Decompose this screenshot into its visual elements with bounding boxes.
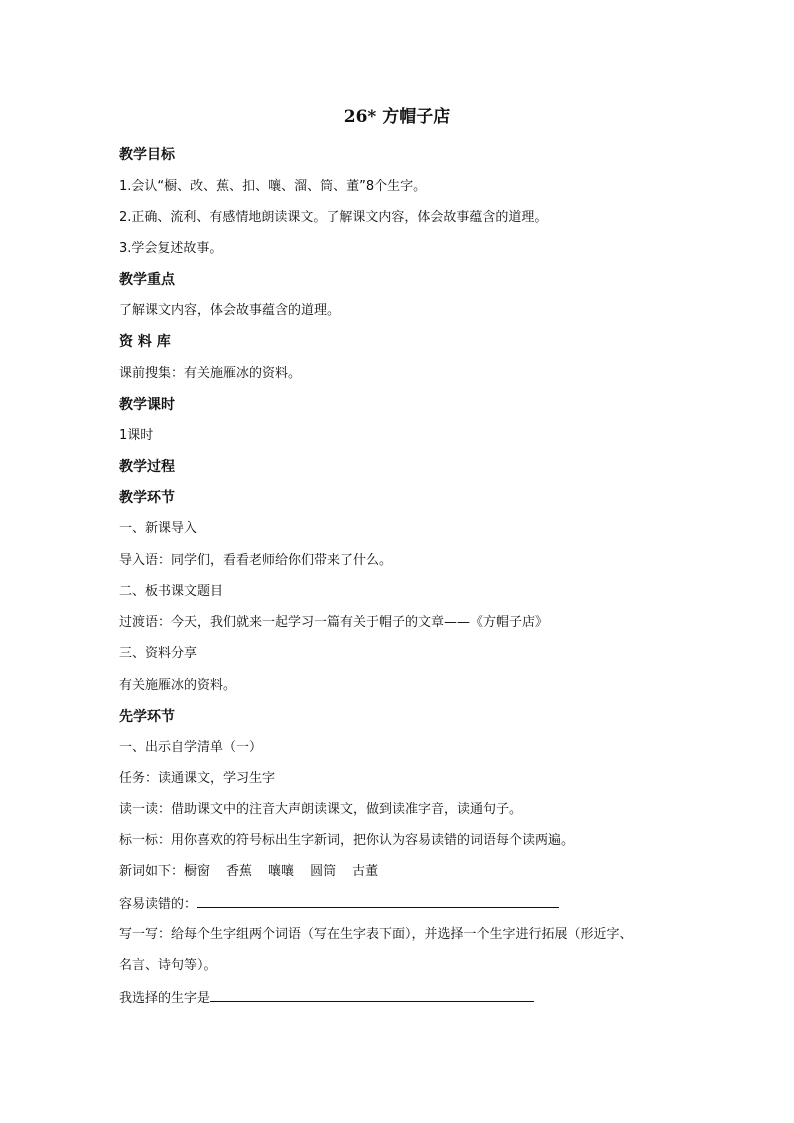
new-word: 古董 <box>352 864 379 879</box>
section-heading: 教学环节 <box>119 490 175 506</box>
key-points-heading: 教学重点 <box>119 272 175 288</box>
mark-instruction: 标一标：用你喜欢的符号标出生字新词，把你认为容易读错的词语每个读两遍。 <box>119 833 575 848</box>
new-word: 嚷嚷 <box>268 864 295 879</box>
resources-heading: 资 料 库 <box>119 334 171 350</box>
new-words-label: 新词如下： <box>119 864 185 879</box>
new-word: 橱窗 <box>184 864 211 879</box>
page-title: 26* 方帽子店 <box>343 107 451 127</box>
new-words-line <box>119 862 689 882</box>
objective-item-1: 1.会认“橱、改、蕉、扣、嚷、溜、筒、董”8个生字。 <box>119 179 427 194</box>
step-2-title: 二、板书课文题目 <box>119 584 224 599</box>
new-word: 圆筒 <box>310 864 337 879</box>
new-word: 香蕉 <box>226 864 253 879</box>
easy-wrong-label: 容易读错的： <box>119 897 198 912</box>
step-3-title: 三、资料分享 <box>119 646 198 661</box>
read-instruction: 读一读：借助课文中的注音大声朗读课文，做到读准字音，读通句子。 <box>119 802 523 817</box>
chosen-char-line <box>119 987 689 1009</box>
key-points-text: 了解课文内容，体会故事蕴含的道理。 <box>119 303 341 318</box>
objective-item-2: 2.正确、流利、有感情地朗读课文。了解课文内容，体会故事蕴含的道理。 <box>119 210 548 225</box>
write-instruction-line-1: 写一写：给每个生字组两个词语（写在生字表下面），并选择一个生字进行拓展（形近字、 <box>119 927 633 942</box>
objectives-heading: 教学目标 <box>119 147 175 163</box>
write-instruction-line-2: 名言、诗句等）。 <box>119 958 217 973</box>
task-text: 任务：读通课文，学习生字 <box>119 771 276 786</box>
process-heading: 教学过程 <box>119 459 175 475</box>
chosen-char-label: 我选择的生字是 <box>119 991 211 1006</box>
resources-text: 课前搜集：有关施雁冰的资料。 <box>119 366 302 381</box>
prelearn-heading: 先学环节 <box>119 709 175 725</box>
easy-wrong-blank[interactable] <box>197 893 559 908</box>
objective-item-3: 3.学会复述故事。 <box>119 241 223 256</box>
chosen-char-blank[interactable] <box>210 987 534 1002</box>
step-1-text: 导入语：同学们，看看老师给你们带来了什么。 <box>119 553 393 568</box>
easy-wrong-line <box>119 893 689 915</box>
step-1-title: 一、新课导入 <box>119 521 198 536</box>
self-study-list-title: 一、出示自学清单（一） <box>119 740 263 755</box>
hours-heading: 教学课时 <box>119 397 175 413</box>
hours-text: 1课时 <box>119 428 154 443</box>
step-3-text: 有关施雁冰的资料。 <box>119 678 237 693</box>
step-2-text: 过渡语：今天，我们就来一起学习一篇有关于帽子的文章——《方帽子店》 <box>119 615 549 630</box>
